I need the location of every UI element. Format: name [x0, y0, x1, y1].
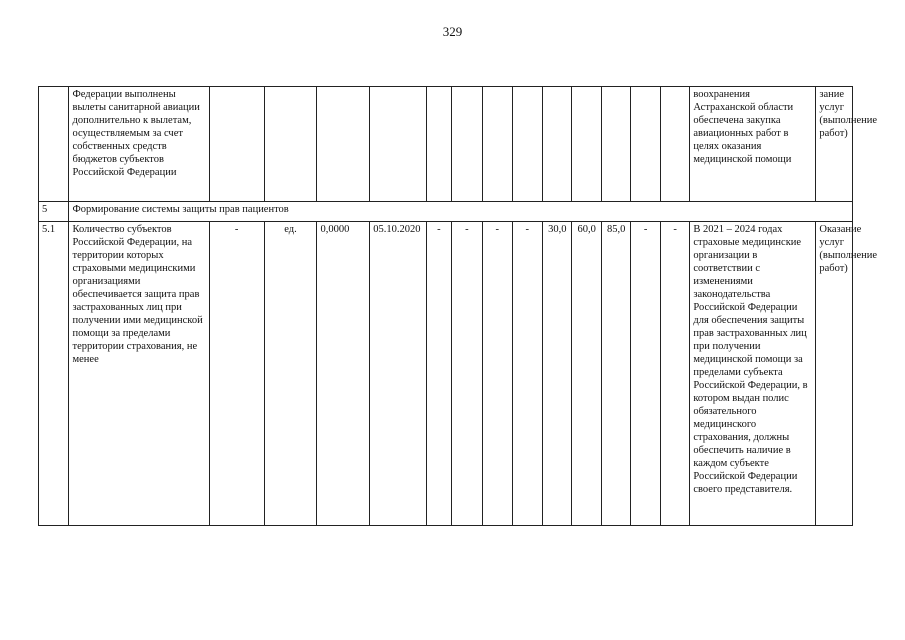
item-type: Оказание услуг (выполнение работ) [816, 222, 853, 526]
cell [209, 87, 264, 202]
cell [317, 87, 370, 202]
item-year-value: 60,0 [572, 222, 601, 526]
item-year-value: - [483, 222, 512, 526]
item-year-value: 85,0 [601, 222, 630, 526]
item-year-value: - [631, 222, 660, 526]
item-number: 5.1 [39, 222, 69, 526]
cell-result: воохранения Астраханской области обеспечена закупка авиационных работ в целях оказания медицинской помощи [690, 87, 816, 202]
cell [483, 87, 512, 202]
item-year-value: - [427, 222, 451, 526]
table-row-continuation [39, 87, 853, 202]
item-cell-dash: - [209, 222, 264, 526]
table-row-item [39, 222, 853, 526]
cell [451, 87, 483, 202]
cell [601, 87, 630, 202]
cell-type: зание услуг (выполнение работ) [816, 87, 853, 202]
cell [512, 87, 542, 202]
cell [264, 87, 317, 202]
item-base-value: 0,0000 [317, 222, 370, 526]
item-indicator-name: Количество субъектов Российской Федерации, на территории которых страховыми медицинскими организациями обеспечивается защита прав застрахованных лиц при получении ими медицинской помощи за пределами территории страхования, не менее [69, 222, 209, 526]
cell-indicator-name: Федерации выполнены вылеты санитарной авиации дополнительно к вылетам, осуществляемым за счет собственных средств бюджетов субъектов Российской Федерации [69, 87, 209, 202]
section-title: Формирование системы защиты прав пациентов [69, 201, 853, 222]
table-row-section [39, 201, 853, 222]
cell [543, 87, 572, 202]
cell [427, 87, 451, 202]
document-table [38, 86, 878, 526]
item-year-value: - [660, 222, 689, 526]
cell [572, 87, 601, 202]
item-base-date: 05.10.2020 [370, 222, 427, 526]
item-year-value: - [512, 222, 542, 526]
cell [631, 87, 660, 202]
item-unit: ед. [264, 222, 317, 526]
item-result: В 2021 – 2024 годах страховые медицинские организации в соответствии с изменениями законодательства Российской Федерации для обеспечения защиты прав застрахованных лиц при получении медицинской помощи за пределами субъекта Российской Федерации, в котором выдан полис обязательного медицинского страхования, должны обеспечить наличие в каждом субъекте Российской Федерации своего представителя. [690, 222, 816, 526]
cell-num [39, 87, 69, 202]
item-year-value: - [451, 222, 483, 526]
section-number: 5 [39, 201, 69, 222]
page-number: 329 [442, 24, 463, 39]
cell [660, 87, 689, 202]
cell [370, 87, 427, 202]
item-year-value: 30,0 [543, 222, 572, 526]
